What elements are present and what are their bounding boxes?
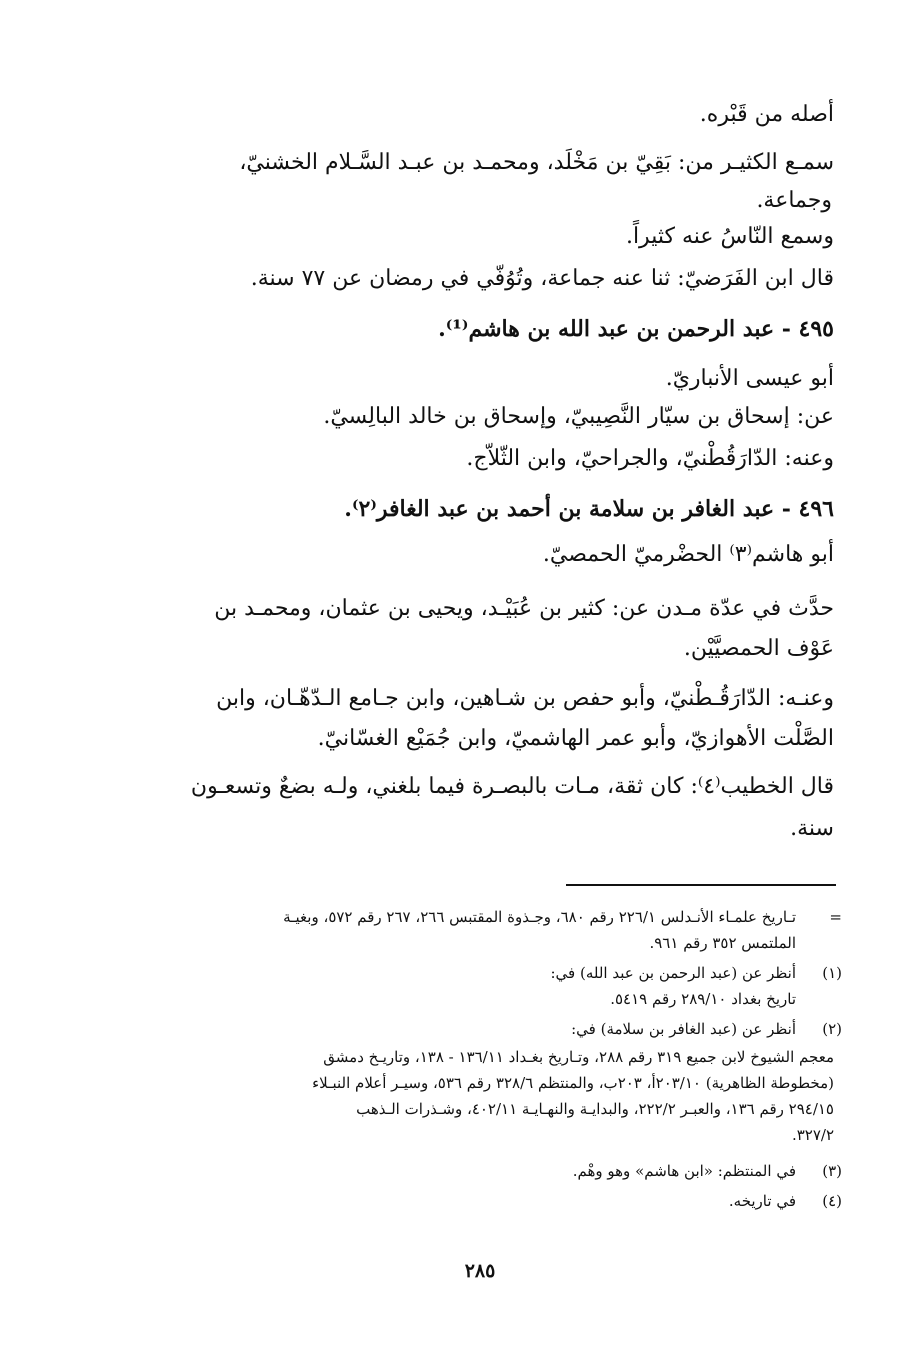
body-line: عَوْف الحمصيَّيْن.: [683, 636, 834, 661]
entry-heading-495: ٤٩٥ - عبد الرحمن بن عبد الله بن هاشم⁽¹⁾.: [438, 316, 834, 342]
body-line: سمـع الكثيـر من: بَقِيّ بن مَخْلَد، ومحمـد بن عبـد السَّـلام الخشنيّ،: [239, 150, 834, 175]
body-line: وعنـه: الدّارَقُـطْنيّ، وأبو حفص بن شـاهين، وابن جـامع الـدّهّـان، وابن: [216, 686, 834, 711]
footnote-marker: (٢): [822, 1020, 842, 1038]
footnote-text: تـاريخ علمـاء الأنـدلس ٢٢٦/١ رقم ٦٨٠، وجـذوة المقتبس ٢٦٦، ٢٦٧ رقم ٥٧٢، وبغيـة: [283, 908, 796, 926]
footnote-marker: (٤): [822, 1192, 842, 1210]
footnote-text: الملتمس ٣٥٢ رقم ٩٦١.: [649, 934, 796, 952]
footnote-text: (مخطوطة الظاهرية) ٢٠٣/١٠أ، ٢٠٣ب، والمنتظم ٣٢٨/٦ رقم ٥٣٦، وسيـر أعلام النبـلاء: [312, 1074, 834, 1092]
body-line: سنة.: [790, 816, 834, 841]
body-line: أبو عيسى الأنباريّ.: [665, 366, 834, 391]
footnote-marker: (١): [822, 964, 842, 982]
footnote-text: أنظر عن (عبد الرحمن بن عبد الله) في:: [550, 964, 796, 982]
page-number: ٢٨٥: [464, 1260, 496, 1282]
footnote-text: ٢٩٤/١٥ رقم ١٣٦، والعبـر ٢٢٢/٢، والبدايـة والنهـايـة ٤٠٢/١١، وشـذرات الـذهب: [356, 1100, 834, 1118]
entry-heading-496: ٤٩٦ - عبد الغافر بن سلامة بن أحمد بن عبد الغافر⁽٢⁾.: [344, 496, 834, 522]
footnote-separator: [566, 884, 836, 886]
footnote-text: ٣٢٧/٢.: [791, 1126, 834, 1144]
footnote-text: في المنتظم: «ابن هاشم» وهو وهْم.: [572, 1162, 796, 1180]
body-line: أصله من قَبْره.: [699, 102, 834, 127]
footnote-text: في تاريخه.: [728, 1192, 796, 1210]
footnote-text: معجم الشيوخ لابن جميع ٣١٩ رقم ٢٨٨، وتـاريخ بغـداد ١٣٦/١١ - ١٣٨، وتاريـخ دمشق: [323, 1048, 834, 1066]
body-line: أبو هاشم⁽٣⁾ الحضْرميّ الحمصيّ.: [542, 542, 834, 567]
footnote-marker: (٣): [822, 1162, 842, 1180]
footnote-text: تاريخ بغداد ٢٨٩/١٠ رقم ٥٤١٩.: [610, 990, 796, 1008]
footnote-text: أنظر عن (عبد الغافر بن سلامة) في:: [571, 1020, 796, 1038]
body-line: وجماعة.: [756, 188, 832, 213]
body-line: وعنه: الدّارَقُطْنيّ، والجراحيّ، وابن الثّلاّج.: [466, 446, 834, 471]
footnote-marker: =: [829, 908, 842, 926]
body-line: الصَّلْت الأهوازيّ، وأبو عمر الهاشميّ، وابن جُمَيْع الغسّانيّ.: [317, 726, 834, 751]
body-line: قال الخطيب⁽٤⁾: كان ثقة، مـات بالبصـرة فيما بلغني، ولـه بضعٌ وتسعـون: [190, 774, 834, 799]
body-line: وسمع النّاسُ عنه كثيراً.: [625, 224, 834, 249]
body-line: حدَّث في عدّة مـدن عن: كثير بن عُبَيْـد، ويحيى بن عثمان، ومحمـد بن: [214, 596, 834, 621]
body-line: عن: إسحاق بن سيّار النَّصِيبيّ، وإسحاق بن خالد البالِسيّ.: [323, 404, 834, 429]
body-line: قال ابن الفَرَضيّ: ثنا عنه جماعة، وتُوُفّي في رمضان عن ٧٧ سنة.: [250, 266, 834, 291]
